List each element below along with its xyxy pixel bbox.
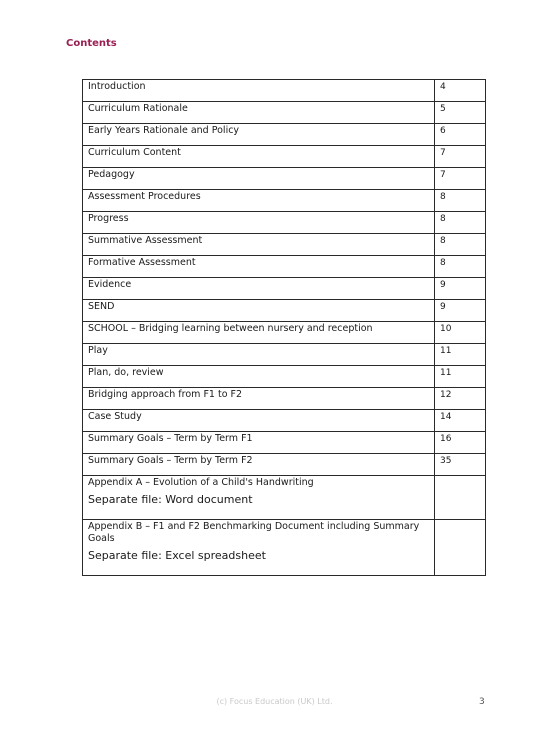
- toc-row: [83, 410, 486, 432]
- appendix-row: [83, 520, 486, 576]
- toc-entry-page: 8: [435, 256, 486, 278]
- toc-row: [83, 168, 486, 190]
- toc-entry-page: 35: [435, 454, 486, 476]
- toc-entry-page: 16: [435, 432, 486, 454]
- toc-row: [83, 322, 486, 344]
- appendix-entry: [83, 520, 435, 576]
- toc-entry-page: 9: [435, 300, 486, 322]
- toc-entry-page: 12: [435, 388, 486, 410]
- toc-entry-page: 9: [435, 278, 486, 300]
- toc-row: [83, 278, 486, 300]
- toc-row: [83, 432, 486, 454]
- toc-entry-page: 10: [435, 322, 486, 344]
- toc-row: [83, 366, 486, 388]
- toc-entry-title: Summative Assessment: [83, 234, 435, 256]
- toc-row: [83, 300, 486, 322]
- toc-row: [83, 256, 486, 278]
- toc-entry-title: SEND: [83, 300, 435, 322]
- appendix-title: Appendix A – Evolution of a Child's Handwriting: [88, 477, 314, 488]
- toc-entry-title: Introduction: [83, 80, 435, 102]
- toc-entry-title: Progress: [83, 212, 435, 234]
- toc-row: [83, 454, 486, 476]
- toc-entry-title: Plan, do, review: [83, 366, 435, 388]
- page-title: Contents: [66, 38, 117, 49]
- toc-row: [83, 102, 486, 124]
- appendix-page: [435, 520, 486, 576]
- toc-row: [83, 124, 486, 146]
- footer-copyright: (c) Focus Education (UK) Ltd.: [216, 697, 333, 706]
- toc-entry-page: 4: [435, 80, 486, 102]
- toc-row: [83, 234, 486, 256]
- appendix-entry: [83, 476, 435, 520]
- toc-entry-title: Summary Goals – Term by Term F2: [83, 454, 435, 476]
- toc-entry-title: Curriculum Content: [83, 146, 435, 168]
- toc-entry-title: Early Years Rationale and Policy: [83, 124, 435, 146]
- toc-entry-title: Case Study: [83, 410, 435, 432]
- appendix-file-note: Separate file: Excel spreadsheet: [88, 549, 266, 562]
- toc-entry-page: 11: [435, 344, 486, 366]
- toc-row: [83, 344, 486, 366]
- appendix-row: [83, 476, 486, 520]
- toc-entry-title: Formative Assessment: [83, 256, 435, 278]
- toc-row: [83, 388, 486, 410]
- toc-entry-title: Evidence: [83, 278, 435, 300]
- toc-entry-page: 8: [435, 212, 486, 234]
- appendix-file-note: Separate file: Word document: [88, 493, 253, 506]
- toc-entry-title: Bridging approach from F1 to F2: [83, 388, 435, 410]
- toc-row: [83, 146, 486, 168]
- page-number: 3: [479, 697, 485, 707]
- toc-row: [83, 212, 486, 234]
- toc-entry-title: Play: [83, 344, 435, 366]
- toc-entry-title: Pedagogy: [83, 168, 435, 190]
- toc-entry-page: 11: [435, 366, 486, 388]
- appendix-page: [435, 476, 486, 520]
- toc-entry-page: 6: [435, 124, 486, 146]
- toc-entry-title: Curriculum Rationale: [83, 102, 435, 124]
- toc-entry-title: Summary Goals – Term by Term F1: [83, 432, 435, 454]
- contents-table: [82, 79, 486, 576]
- toc-entry-page: 5: [435, 102, 486, 124]
- toc-entry-page: 8: [435, 234, 486, 256]
- toc-entry-page: 7: [435, 168, 486, 190]
- appendix-title: Appendix B – F1 and F2 Benchmarking Document including Summary Goals: [88, 521, 420, 544]
- toc-entry-title: Assessment Procedures: [83, 190, 435, 212]
- toc-entry-page: 14: [435, 410, 486, 432]
- toc-entry-title: SCHOOL – Bridging learning between nursery and reception: [83, 322, 435, 344]
- toc-row: [83, 80, 486, 102]
- toc-row: [83, 190, 486, 212]
- toc-entry-page: 8: [435, 190, 486, 212]
- toc-entry-page: 7: [435, 146, 486, 168]
